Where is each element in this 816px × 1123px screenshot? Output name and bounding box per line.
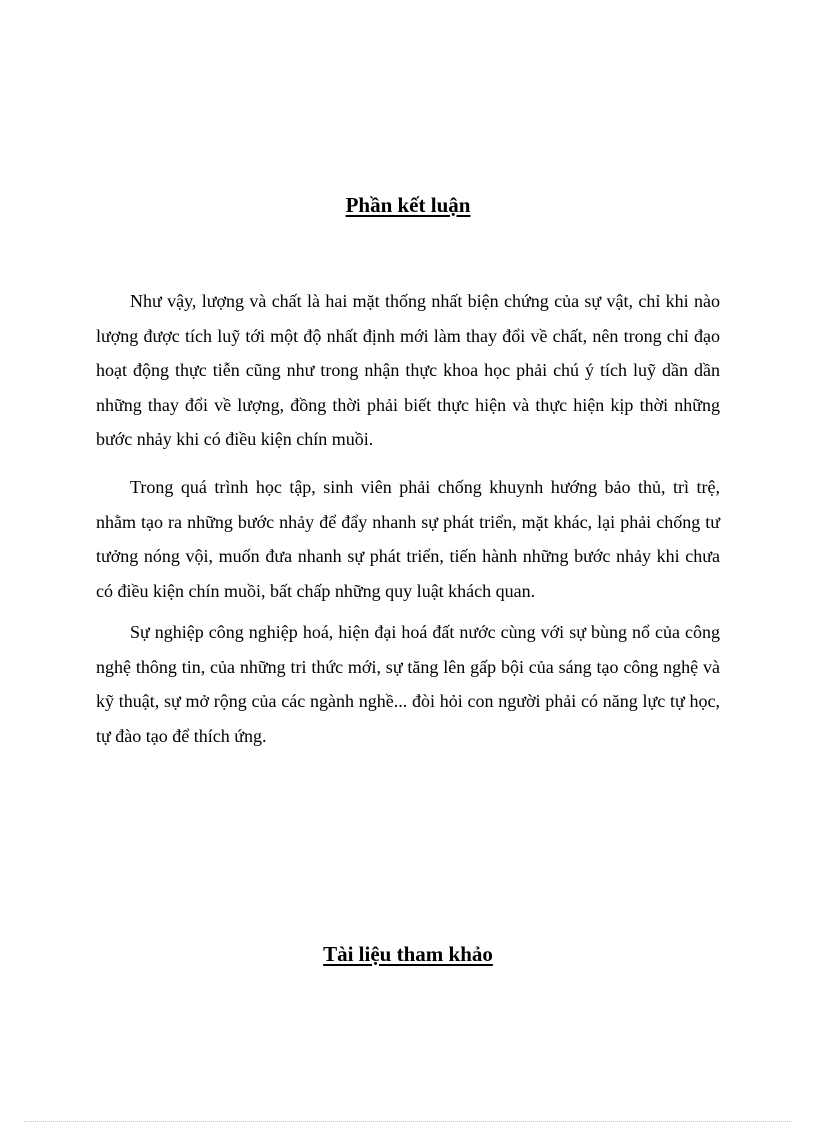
conclusion-paragraph-1: Như vậy, lượng và chất là hai mặt thống nhất biện chứng của sự vật, chỉ khi nào lượng được tích luỹ tới một độ nhất định mới làm thay đổi về chất, nên trong chỉ đạo hoạt động thực tiễn cũng như trong nhận thực khoa học phải chú ý tích luỹ dần dần những thay đổi về lượng, đồng thời phải biết thực hiện và thực hiện kịp thời những bước nhảy khi có điều kiện chín muồi.	[96, 291, 720, 449]
conclusion-paragraph-3: Sự nghiệp công nghiệp hoá, hiện đại hoá đất nước cùng với sự bùng nổ của công nghệ thông tin, của những tri thức mới, sự tăng lên gấp bội của sáng tạo công nghệ và kỹ thuật, sự mở rộng của các ngành nghề... đòi hỏi con người phải có năng lực tự học, tự đào tạo để thích ứng.	[96, 622, 720, 746]
page-bottom-divider	[24, 1121, 792, 1122]
conclusion-paragraph-2: Trong quá trình học tập, sinh viên phải chống khuynh hướng bảo thủ, trì trệ, nhằm tạo ra những bước nhảy để đẩy nhanh sự phát triển, mặt khác, lại phải chống tư tưởng nóng vội, muốn đưa nhanh sự phát triển, tiến hành những bước nhảy khi chưa có điều kiện chín muồi, bất chấp những quy luật khách quan.	[96, 477, 720, 601]
references-heading: Tài liệu tham khảo	[323, 942, 493, 966]
conclusion-heading: Phần kết luận	[345, 193, 471, 217]
